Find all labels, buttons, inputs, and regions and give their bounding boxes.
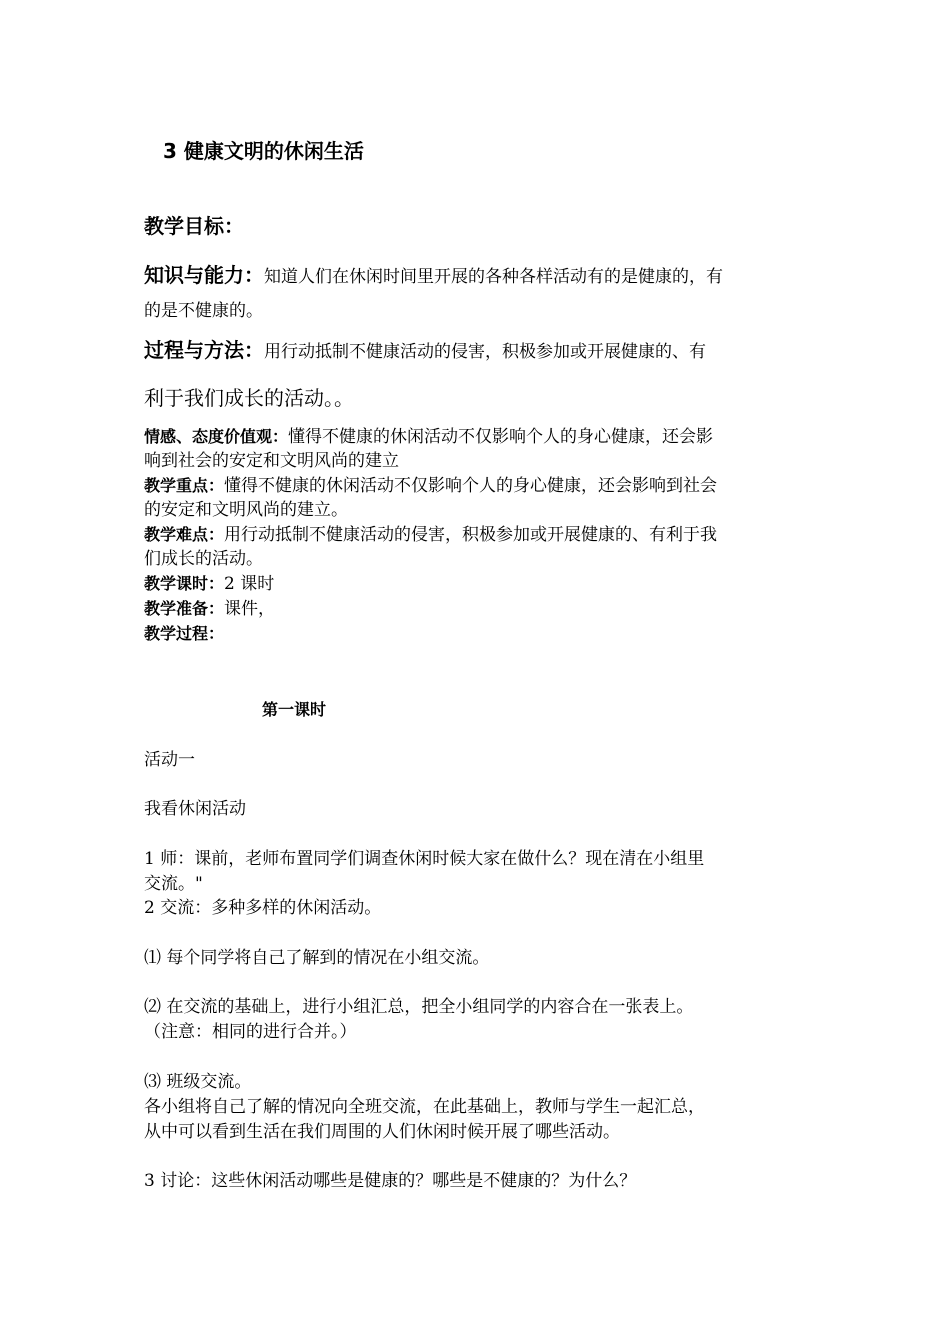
- objectives-heading: 教学目标：: [144, 214, 244, 238]
- difficulty-label: 教学难点：: [144, 525, 225, 544]
- emotion-line-2: 响到社会的安定和文明风尚的建立: [144, 451, 399, 471]
- step-1-line-2: 交流。": [144, 874, 203, 894]
- lesson-title: 3 健康文明的休闲生活: [163, 139, 364, 163]
- emotion-label: 情感、态度价值观：: [144, 427, 289, 446]
- lesson-heading: 第一课时: [262, 700, 327, 719]
- sub-step-3-line-1: 各小组将自己了解的情况向全班交流，在此基础上，教师与学生一起汇总，: [144, 1097, 705, 1117]
- emotion-text: 懂得不健康的休闲活动不仅影响个人的身心健康，还会影: [288, 427, 714, 447]
- hours-label: 教学课时：: [144, 574, 225, 593]
- sub-step-1: ⑴ 每个同学将自己了解到的情况在小组交流。: [144, 948, 490, 968]
- activity-title: 活动一: [144, 750, 195, 770]
- key-point-text: 懂得不健康的休闲活动不仅影响个人的身心健康，还会影响到社会: [224, 476, 718, 496]
- sub-step-2-line-2: （注意：相同的进行合并。）: [144, 1022, 357, 1042]
- difficulty-line-2: 们成长的活动。: [144, 549, 263, 569]
- knowledge-line-1: [144, 265, 723, 286]
- step-3: 3 讨论：这些休闲活动哪些是健康的？哪些是不健康的？为什么？: [144, 1171, 637, 1191]
- knowledge-text: 知道人们在休闲时间里开展的各种各样活动有的是健康的，有: [264, 267, 723, 287]
- step-1-line-1: 1 师：课前，老师布置同学们调查休闲时候大家在做什么？现在清在小组里: [144, 849, 705, 869]
- preparation-label: 教学准备：: [144, 599, 225, 618]
- preparation-text: 课件，: [224, 599, 276, 619]
- preparation-line: [144, 601, 275, 618]
- activity-name: 我看休闲活动: [144, 799, 246, 819]
- key-point-label: 教学重点：: [144, 476, 225, 495]
- difficulty-text: 用行动抵制不健康活动的侵害，积极参加或开展健康的、有利于我: [224, 525, 718, 545]
- process-label: 过程与方法：: [144, 338, 264, 362]
- step-2: 2 交流：多种多样的休闲活动。: [144, 898, 382, 918]
- hours-text: 2 课时: [224, 574, 275, 594]
- key-point-line-1: [144, 478, 717, 495]
- hours-line: [144, 576, 274, 593]
- process-text: 用行动抵制不健康活动的侵害，积极参加或开展健康的、有: [264, 342, 706, 362]
- emotion-line-1: [144, 429, 713, 446]
- knowledge-label: 知识与能力：: [144, 263, 264, 287]
- process-heading: 教学过程：: [144, 624, 225, 643]
- process-line-2: 利于我们成长的活动。。: [144, 386, 354, 410]
- sub-step-3-line-2: 从中可以看到生活在我们周围的人们休闲时候开展了哪些活动。: [144, 1122, 620, 1142]
- process-line-1: [144, 340, 706, 361]
- sub-step-3: ⑶ 班级交流。: [144, 1072, 252, 1092]
- knowledge-line-2: 的是不健康的。: [144, 301, 263, 321]
- sub-step-2-line-1: ⑵ 在交流的基础上，进行小组汇总，把全小组同学的内容合在一张表上。: [144, 997, 694, 1017]
- key-point-line-2: 的安定和文明风尚的建立。: [144, 500, 348, 520]
- difficulty-line-1: [144, 527, 717, 544]
